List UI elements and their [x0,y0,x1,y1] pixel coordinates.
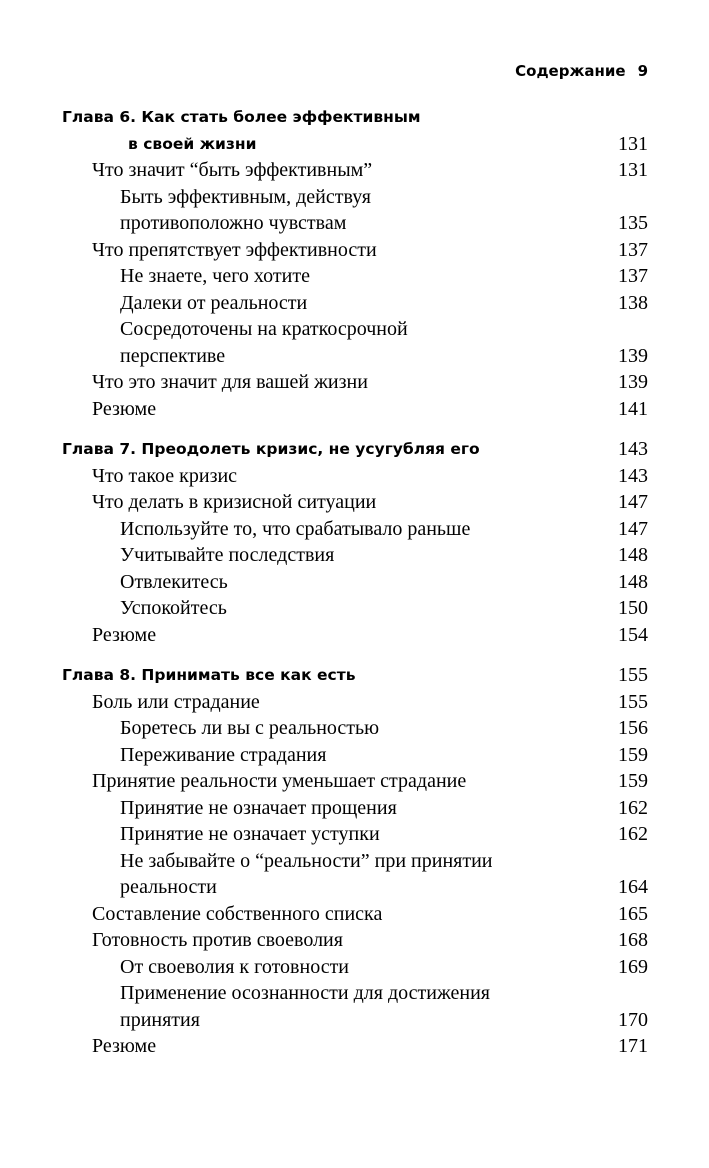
toc-entry[interactable] [0,184,709,237]
toc-entry-text: Что значит “быть эффективным” [92,159,373,181]
page-number: 148 [618,544,648,566]
toc-entry[interactable] [0,848,709,901]
chapter-title-line: в своей жизни [128,134,257,153]
toc-entry[interactable] [0,768,709,795]
toc-entry-text: Принятие не означает уступки [120,823,380,845]
toc-entry-line: Сосредоточены на краткосрочной [120,318,408,340]
toc-entry[interactable] [0,954,709,981]
toc-entry-line: Применение осознанности для достижения [120,982,491,1004]
page-number: 155 [618,690,648,713]
toc-entry-text: Что препятствует эффективности [92,238,377,261]
page-number: 162 [618,823,648,845]
page-number: 147 [618,491,648,513]
chapter-title-line: Глава 6. Как стать более эффективным [62,108,421,126]
toc-entry[interactable] [0,290,709,317]
toc-entry-text: Что это значит для вашей жизни [92,371,368,393]
page-number: 137 [618,265,648,287]
toc-entry-text: Используйте то, что срабатывало раньше [120,517,471,540]
toc-entry-text: Боретесь ли вы с реальностью [120,717,380,739]
toc-entry[interactable] [0,542,709,569]
toc-entry-text: Принятие реальности уменьшает страдание [92,770,467,792]
page-number: 137 [618,238,648,261]
toc-entry[interactable] [0,489,709,516]
toc-entry[interactable] [0,237,709,264]
page-number: 162 [618,796,648,819]
page-number: 164 [618,876,648,898]
toc-entry[interactable] [0,396,709,423]
toc-entry-text: Резюме [92,1035,157,1057]
toc-entry[interactable] [0,689,709,716]
page-number: 168 [618,929,648,951]
toc-entry-text: Отвлекитесь [120,570,228,593]
table-of-contents [0,104,709,1060]
toc-entry[interactable] [0,715,709,742]
page-number: 139 [618,344,648,367]
toc-entry-line: перспективе [120,344,226,367]
toc-entry-text: Переживание страдания [120,743,327,766]
toc-entry[interactable] [0,263,709,290]
toc-entry[interactable] [0,622,709,649]
toc-entry[interactable] [0,821,709,848]
page-number: 169 [618,955,648,978]
toc-entry[interactable] [0,742,709,769]
running-head-page-number: 9 [637,62,648,80]
page-number: 155 [618,664,648,686]
toc-entry[interactable] [0,463,709,490]
toc-entry-line: Не забывайте о “реальности” при принятии [120,849,493,872]
page-number: 131 [618,132,648,155]
toc-entry-text: От своеволия к готовности [120,955,350,978]
toc-entry-text: Боль или страдание [92,690,260,713]
page-number: 131 [618,159,648,181]
page-number: 159 [618,770,648,792]
page-number: 139 [618,371,648,393]
page-number: 148 [618,570,648,593]
toc-entry-line: Быть эффективным, действуя [120,185,371,208]
toc-entry-text: Составление собственного списка [92,902,383,925]
page-number: 159 [618,743,648,766]
toc-entry[interactable] [0,157,709,184]
toc-entry-text: Резюме [92,397,157,420]
toc-entry[interactable] [0,795,709,822]
chapter-title: Глава 7. Преодолеть кризис, не усугубляя его [62,440,480,458]
page-number: 135 [618,212,648,234]
running-head-title: Содержание [515,62,626,80]
toc-entry[interactable] [0,901,709,928]
page-number: 141 [618,397,648,420]
toc-entry-line: принятия [120,1008,200,1031]
toc-entry[interactable] [0,316,709,369]
page-number: 154 [618,623,648,646]
toc-entry[interactable] [0,369,709,396]
toc-entry[interactable] [0,980,709,1033]
chapter-7 [0,436,709,648]
page-number: 156 [618,717,648,739]
toc-entry-text: Что такое кризис [92,464,238,487]
toc-entry-text: Готовность против своеволия [92,929,343,951]
toc-entry-text: Учитывайте последствия [120,544,335,566]
toc-entry-text: Что делать в кризисной ситуации [92,491,377,513]
chapter-heading[interactable] [0,436,709,463]
page-number: 147 [618,517,648,540]
toc-entry[interactable] [0,569,709,596]
page-number: 138 [618,291,648,314]
chapter-8 [0,662,709,1060]
running-head [0,62,648,80]
toc-entry[interactable] [0,595,709,622]
chapter-heading[interactable] [0,104,709,157]
toc-entry-text: Принятие не означает прощения [120,796,397,819]
toc-entry-line: противоположно чувствам [120,212,347,234]
toc-entry-text: Успокойтесь [120,597,227,619]
chapter-heading[interactable] [0,662,709,689]
toc-entry[interactable] [0,1033,709,1060]
toc-entry-line: реальности [120,876,217,898]
toc-entry-text: Резюме [92,623,157,646]
page-number: 165 [618,902,648,925]
toc-entry[interactable] [0,927,709,954]
page-number: 170 [618,1008,648,1031]
page-number: 171 [618,1035,648,1057]
chapter-6 [0,104,709,422]
toc-entry-text: Далеки от реальности [120,291,308,314]
page-number: 143 [618,464,648,487]
page-number: 143 [618,438,648,460]
chapter-title: Глава 8. Принимать все как есть [62,666,356,684]
toc-entry[interactable] [0,516,709,543]
toc-entry-text: Не знаете, чего хотите [120,265,310,287]
page-number: 150 [618,597,648,619]
